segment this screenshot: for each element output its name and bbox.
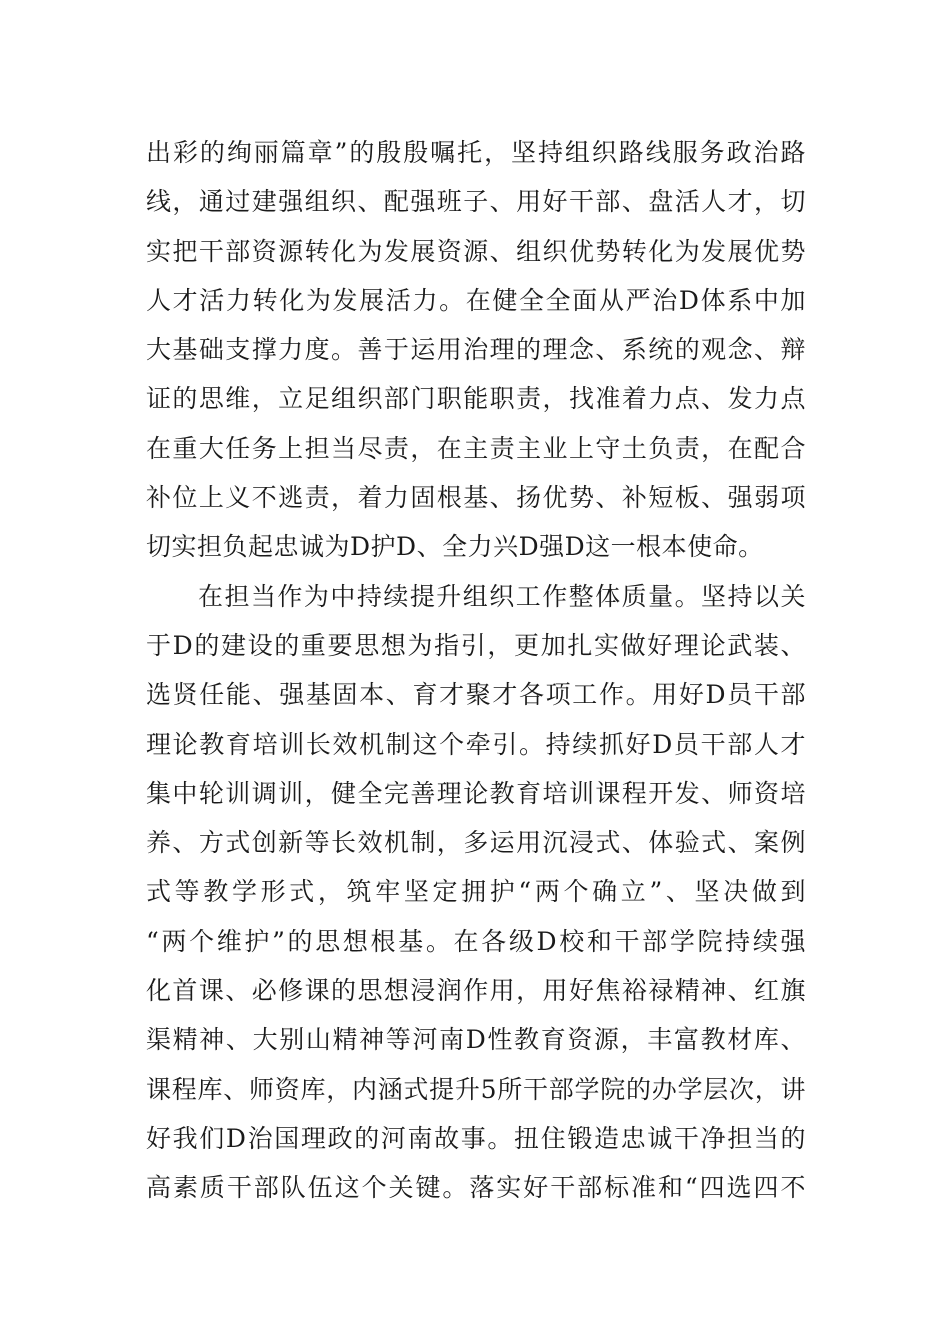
text-line: “两个维护”的思想根基。在各级D校和干部学院持续强: [146, 926, 806, 956]
document-body: [146, 128, 806, 1213]
text-line: 渠精神、大别山精神等河南D性教育资源，丰富教材库、: [146, 1025, 806, 1055]
text-line: 养、方式创新等长效机制，多运用沉浸式、体验式、案例: [146, 828, 806, 858]
text-line: 线，通过建强组织、配强班子、用好干部、盘活人才，切: [146, 187, 806, 217]
text-line: 式等教学形式，筑牢坚定拥护“两个确立”、坚决做到: [146, 877, 806, 907]
text-line: 理论教育培训长效机制这个牵引。持续抓好D员干部人才: [146, 729, 806, 759]
text-line: 高素质干部队伍这个关键。落实好干部标准和“四选四不: [146, 1173, 806, 1203]
text-line: 集中轮训调训，健全完善理论教育培训课程开发、师资培: [146, 778, 806, 808]
text-line: 化首课、必修课的思想浸润作用，用好焦裕禄精神、红旗: [146, 976, 806, 1006]
text-line: 大基础支撑力度。善于运用治理的理念、系统的观念、辩: [146, 335, 806, 365]
paragraph-end-line: 切实担负起忠诚为D护D、全力兴D强D这一根本使命。: [146, 532, 764, 562]
text-line: 好我们D治国理政的河南故事。扭住锻造忠诚干净担当的: [146, 1123, 806, 1153]
text-line: 出彩的绚丽篇章”的殷殷嘱托，坚持组织路线服务政治路: [146, 138, 806, 167]
paragraph-first-line: 在担当作为中持续提升组织工作整体质量。坚持以关: [198, 581, 806, 611]
text-line: 证的思维，立足组织部门职能职责，找准着力点、发力点: [146, 384, 806, 414]
text-line: 课程库、师资库，内涵式提升5所干部学院的办学层次，讲: [146, 1074, 806, 1104]
text-line: 实把干部资源转化为发展资源、组织优势转化为发展优势: [146, 236, 806, 266]
text-line: 选贤任能、强基固本、育才聚才各项工作。用好D员干部: [146, 680, 806, 710]
text-line: 在重大任务上担当尽责，在主责主业上守土负责，在配合: [146, 433, 806, 463]
text-line: 补位上义不逃责，着力固根基、扬优势、补短板、强弱项: [146, 483, 806, 513]
text-line: 于D的建设的重要思想为指引，更加扎实做好理论武装、: [146, 630, 806, 660]
text-line: 人才活力转化为发展活力。在健全全面从严治D体系中加: [146, 285, 806, 315]
